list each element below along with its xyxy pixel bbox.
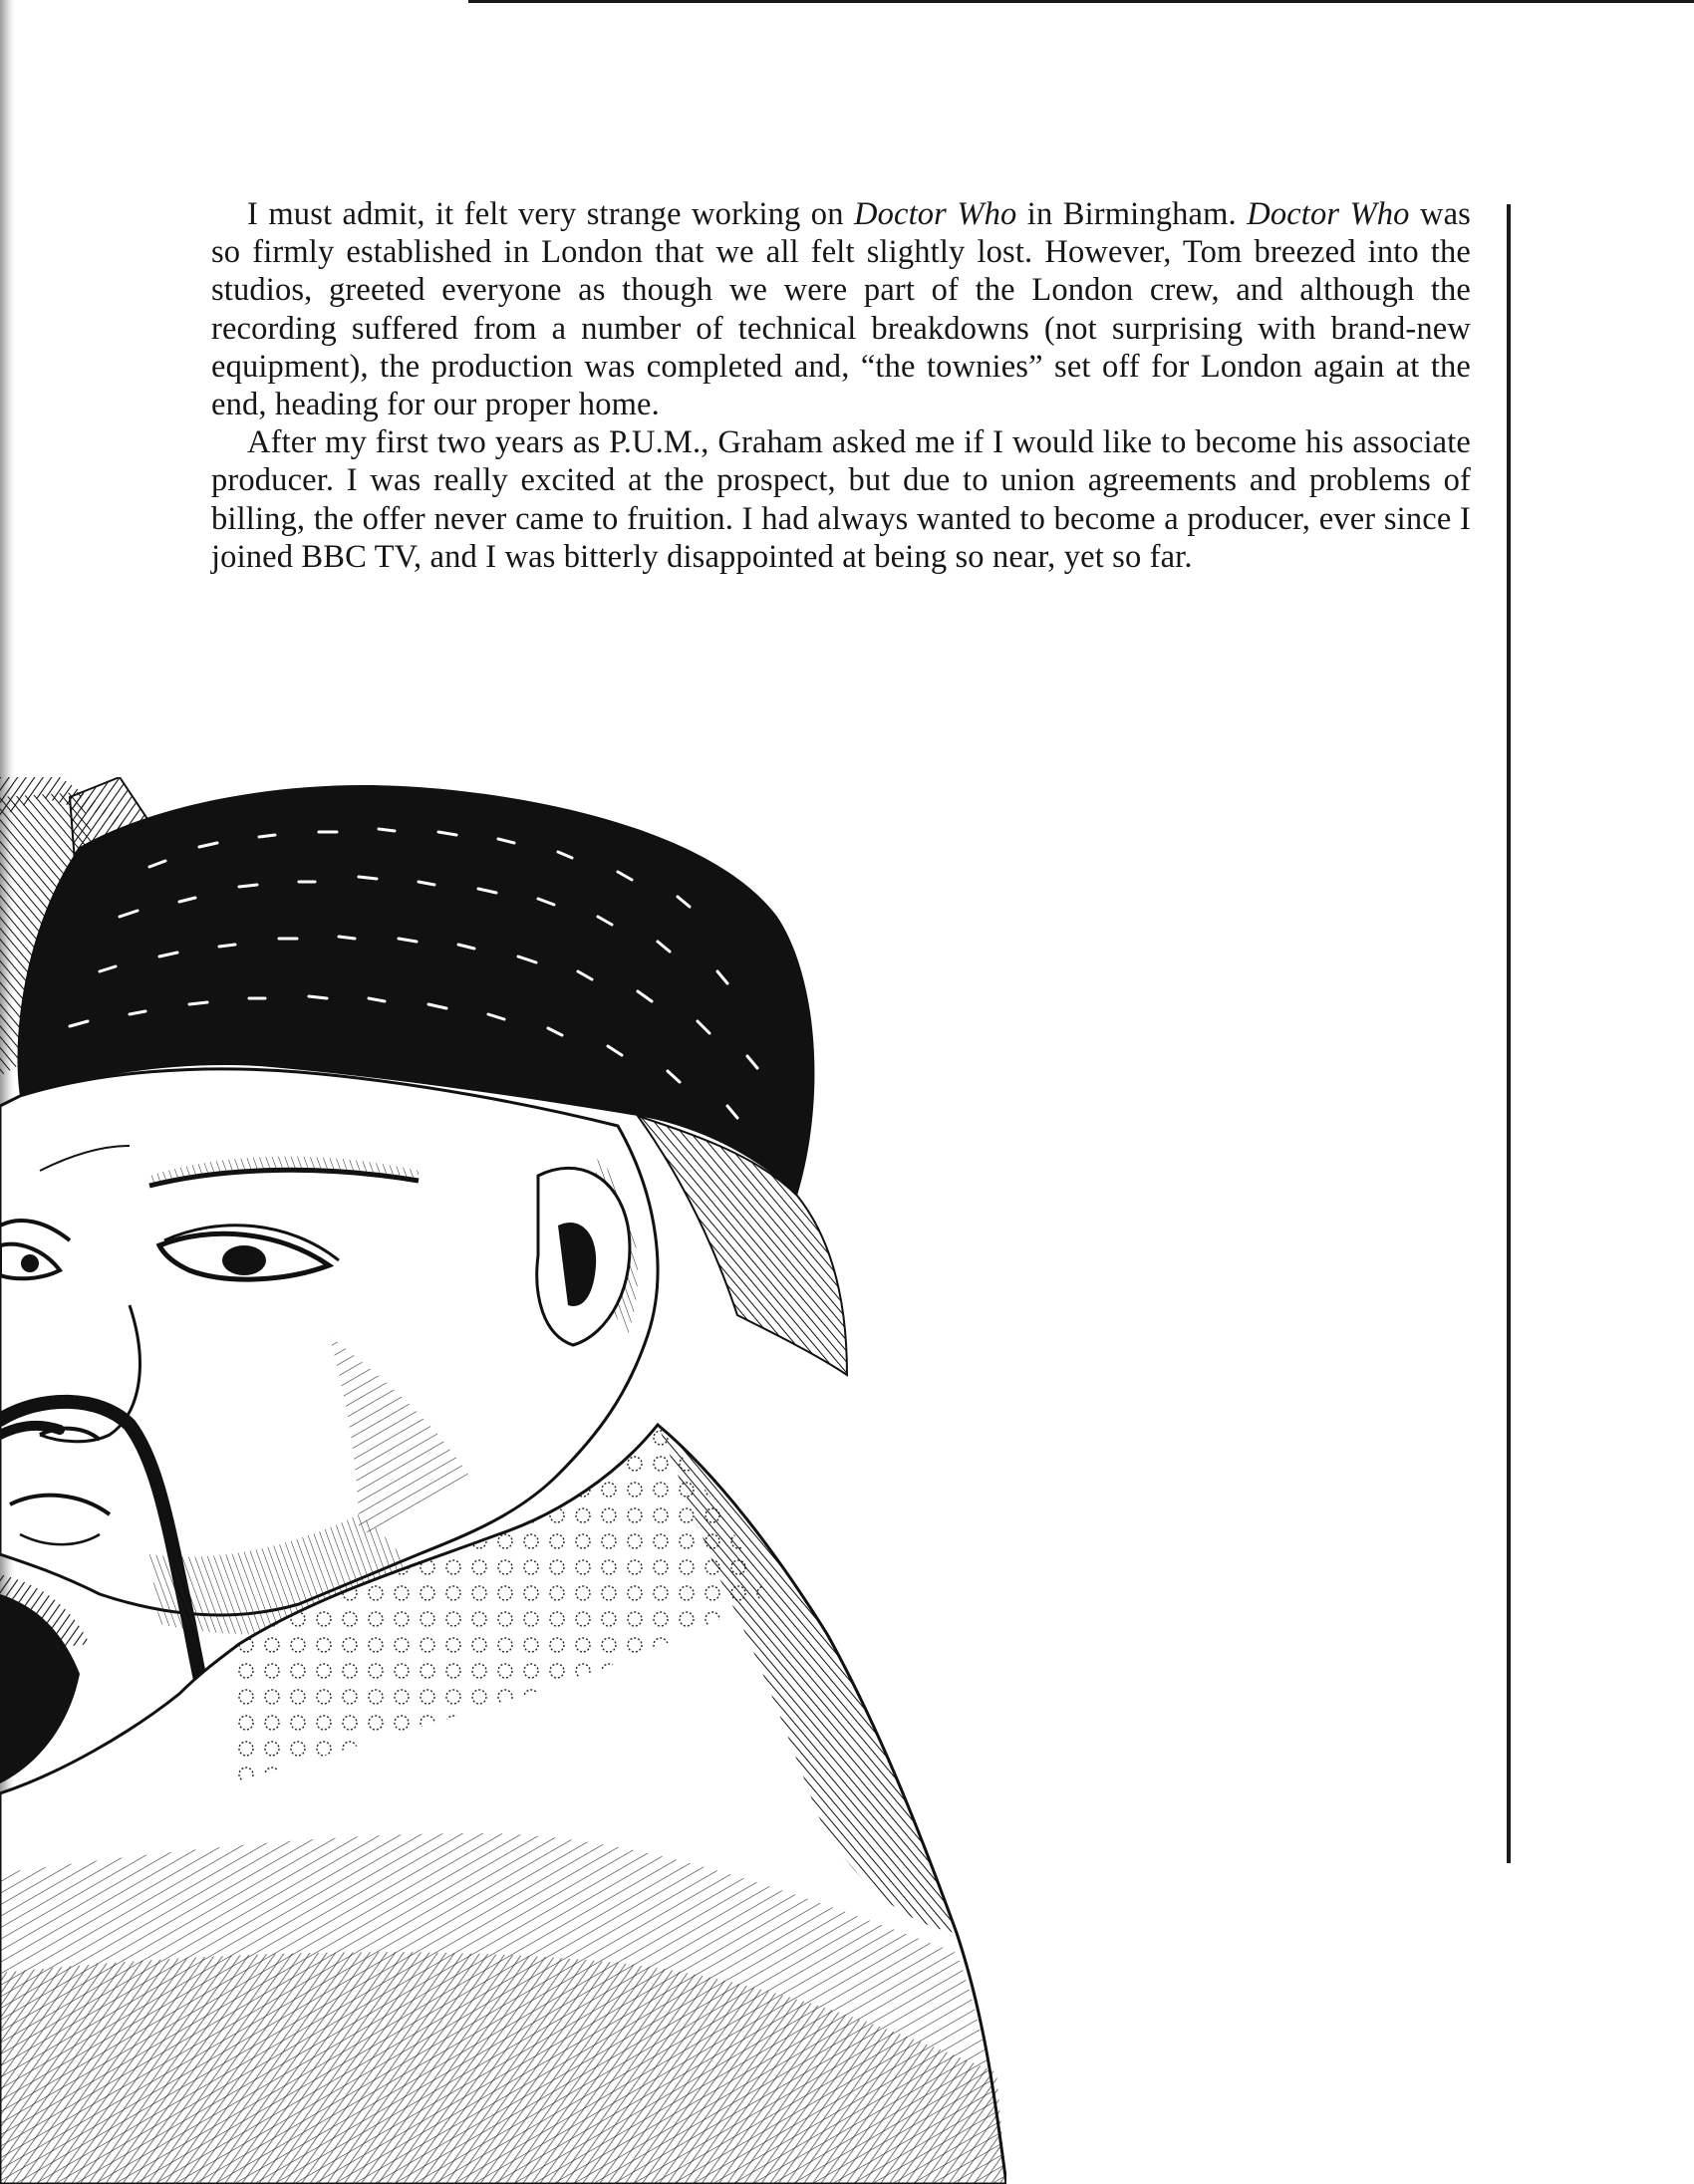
p1-text-3: was so firmly established in London that we all felt slightly lost. However, Tom breezed into the studios, greeted everyone as though we were part of the London crew, and although the recording suffered from a number of technical breakdowns (not surprising with brand-new equipment), the production was completed and, “the townies” set off for London again at the end, heading for our proper home.: [211, 196, 1471, 423]
paragraph-2: [211, 423, 1471, 576]
p1-title-doctor-who-2: Doctor Who: [1247, 196, 1410, 232]
pupil-left: [21, 1254, 39, 1272]
body-text: [211, 195, 1471, 576]
shoulder-fold: [638, 1116, 847, 1375]
margin-rule: [1507, 204, 1511, 1863]
p1-text-2: in Birmingham.: [1016, 196, 1248, 232]
portrait-illustration: [0, 777, 1006, 2184]
page-top-edge: [468, 0, 1694, 3]
p1-text-1: I must admit, it felt very strange working on: [247, 196, 854, 232]
paragraph-1: [211, 195, 1471, 423]
p1-title-doctor-who: Doctor Who: [854, 196, 1017, 232]
pupil-right: [222, 1245, 266, 1275]
p2-text-1: After my first two years as P.U.M., Graham asked me if I would like to become his associate producer. I was really excited at the prospect, but due to union agreements and problems of billing, the offer never came to fruition. I had always wanted to become a producer, ever since I joined BBC TV, and I was bitterly disappointed at being so near, yet so far.: [211, 424, 1471, 575]
beard-hatch: [0, 1574, 90, 1654]
